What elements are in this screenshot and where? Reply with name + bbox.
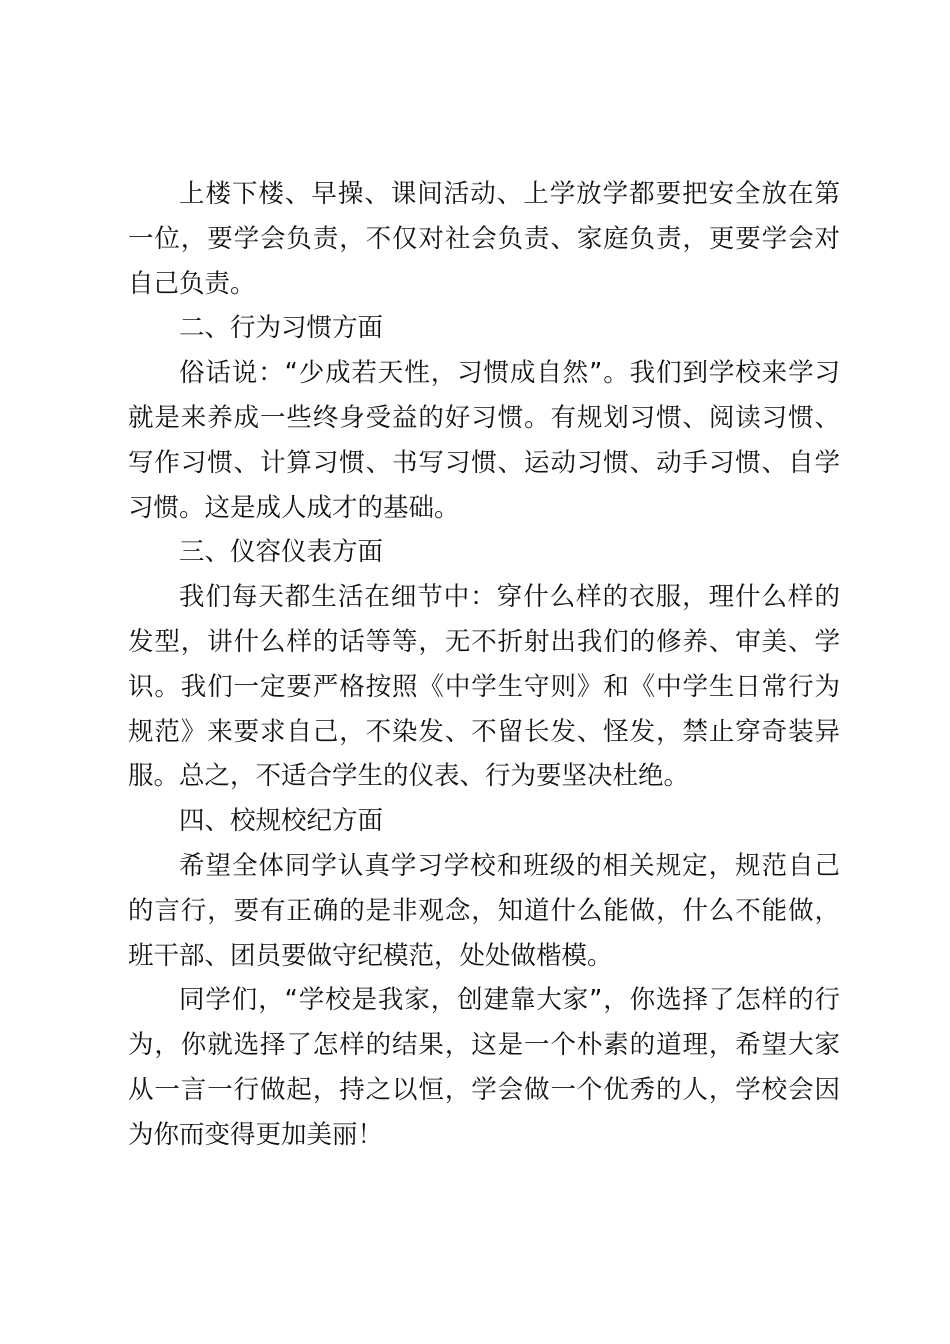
paragraph-closing: 同学们，“学校是我家，创建靠大家”，你选择了怎样的行为，你就选择了怎样的结果，这是一个朴素的道理，希望大家从一言一行做起，持之以恒，学会做一个优秀的人，学校会因为你而变得更加美丽！ — [128, 985, 840, 1150]
paragraph-school-rules: 希望全体同学认真学习学校和班级的相关规定，规范自己的言行，要有正确的是非观念，知道什么能做，什么不能做，班干部、团员要做守纪模范，处处做楷模。 — [128, 850, 840, 971]
heading-school-rules: 四、校规校纪方面 — [179, 806, 384, 837]
heading-behavior-habits: 二、行为习惯方面 — [179, 313, 384, 344]
document-body — [128, 172, 840, 1158]
heading-appearance: 三、仪容仪表方面 — [179, 537, 384, 568]
paragraph-appearance: 我们每天都生活在细节中：穿什么样的衣服，理什么样的发型，讲什么样的话等等，无不折射出我们的修养、审美、学识。我们一定要严格按照《中学生守则》和《中学生日常行为规范》来要求自己，不染发、不留长发、怪发，禁止穿奇装异服。总之，不适合学生的仪表、行为要坚决杜绝。 — [128, 582, 840, 792]
paragraph-safety: 上楼下楼、早操、课间活动、上学放学都要把安全放在第一位，要学会负责，不仅对社会负责、家庭负责，更要学会对自己负责。 — [128, 179, 840, 299]
paragraph-habits: 俗话说：“少成若天性，习惯成自然”。我们到学校来学习就是来养成一些终身受益的好习惯。有规划习惯、阅读习惯、写作习惯、计算习惯、书写习惯、运动习惯、动手习惯、自学习惯。这是成人成才的基础。 — [128, 358, 840, 523]
